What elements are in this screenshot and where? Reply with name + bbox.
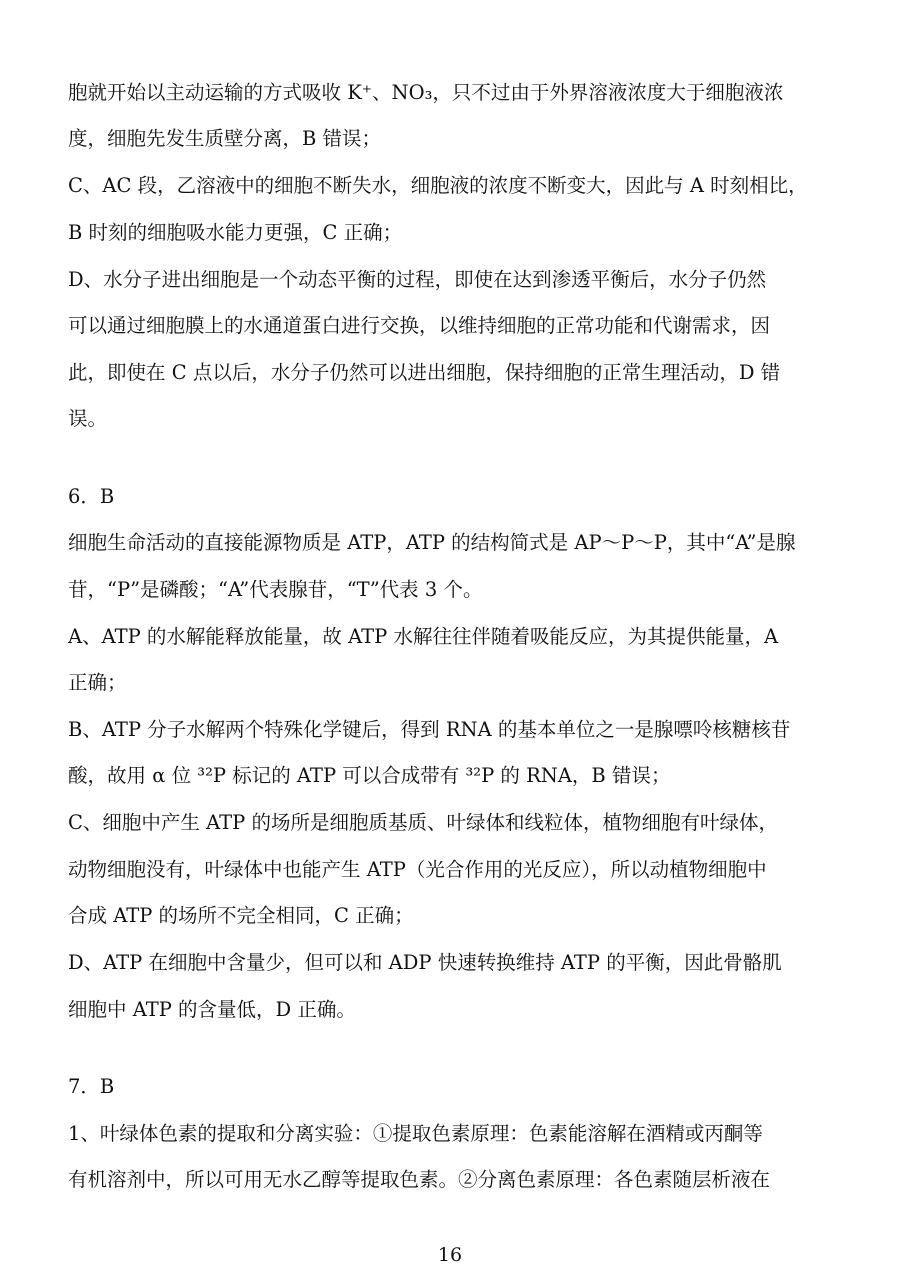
- text-line: 细胞生命活动的直接能源物质是 ATP，ATP 的结构简式是 AP～P～P，其中“A”是腺: [68, 531, 796, 554]
- text-line: 有机溶剂中，所以可用无水乙醇等提取色素。②分离色素原理：各色素随层析液在: [68, 1168, 771, 1191]
- text-line: 可以通过细胞膜上的水通道蛋白进行交换，以维持细胞的正常功能和代谢需求，因: [68, 314, 771, 337]
- text-line: 胞就开始以主动运输的方式吸收 K⁺、NO₃，只不过由于外界溶液浓度大于细胞液浓: [68, 81, 784, 104]
- text-line: 度，细胞先发生质壁分离，B 错误；: [68, 127, 382, 150]
- text-line: 动物细胞没有，叶绿体中也能产生 ATP（光合作用的光反应），所以动植物细胞中: [68, 858, 767, 881]
- text-line: D、水分子进出细胞是一个动态平衡的过程，即使在达到渗透平衡后，水分子仍然: [68, 268, 767, 291]
- page-number: 16: [437, 1244, 463, 1266]
- text-line: D、ATP 在细胞中含量少，但可以和 ADP 快速转换维持 ATP 的平衡，因此骨骼肌: [68, 951, 782, 974]
- question-number: 6．B: [68, 485, 115, 508]
- text-line: 细胞中 ATP 的含量低，D 正确。: [68, 998, 356, 1021]
- text-line: 苷，“P”是磷酸；“A”代表腺苷，“T”代表 3 个。: [68, 578, 483, 601]
- text-line: 酸，故用 α 位 ³²P 标记的 ATP 可以合成带有 ³²P 的 RNA，B 错误；: [68, 764, 671, 787]
- text-line: C、细胞中产生 ATP 的场所是细胞质基质、叶绿体和线粒体，植物细胞有叶绿体，: [68, 811, 778, 834]
- text-line: A、ATP 的水解能释放能量，故 ATP 水解往往伴随着吸能反应，为其提供能量，A: [68, 625, 779, 648]
- question-number: 7．B: [68, 1075, 115, 1098]
- text-line: C、AC 段，乙溶液中的细胞不断失水，细胞液的浓度不断变大，因此与 A 时刻相比，: [68, 174, 808, 197]
- text-line: B、ATP 分子水解两个特殊化学键后，得到 RNA 的基本单位之一是腺嘌呤核糖核苷: [68, 718, 791, 741]
- text-line: 正确；: [68, 671, 127, 694]
- text-line: 此，即使在 C 点以后，水分子仍然可以进出细胞，保持细胞的正常生理活动，D 错: [68, 361, 781, 384]
- text-line: 合成 ATP 的场所不完全相同，C 正确；: [68, 904, 414, 927]
- text-line: B 时刻的细胞吸水能力更强，C 正确；: [68, 221, 403, 244]
- text-line: 1、叶绿体色素的提取和分离实验：①提取色素原理：色素能溶解在酒精或丙酮等: [68, 1122, 763, 1145]
- text-line: 误。: [68, 407, 108, 430]
